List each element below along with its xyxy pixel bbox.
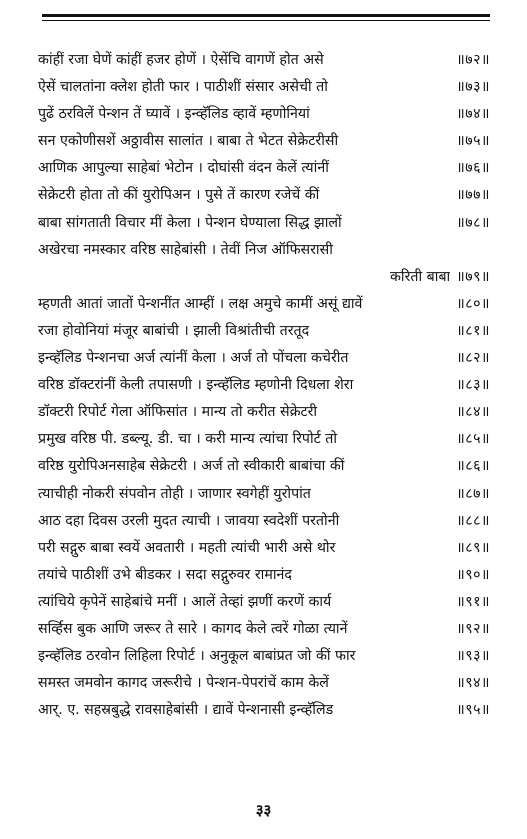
verse-text: आर्. ए. सहस्रबुद्धे रावसाहेबांसी । द्यावें पेन्शनासी इन्व्हॅलिड bbox=[38, 702, 334, 719]
verse-number: ॥९४॥ bbox=[456, 675, 490, 692]
verse-text: अखेरचा नमस्कार वरिष्ठ साहेबांसी । तेवीं निज ऑफिसरासी bbox=[38, 241, 333, 258]
verse-number: ॥८३॥ bbox=[456, 377, 490, 394]
verse-number: ॥७३॥ bbox=[456, 79, 490, 96]
verse-number: ॥९२॥ bbox=[456, 620, 490, 637]
verse-line bbox=[38, 210, 490, 237]
verse-number: ॥८०॥ bbox=[456, 295, 490, 312]
verse-line bbox=[38, 101, 490, 128]
verse-number: ॥९३॥ bbox=[456, 648, 490, 665]
verse-line bbox=[38, 697, 490, 724]
top-rule-thin bbox=[42, 20, 490, 21]
verse-line bbox=[38, 74, 490, 101]
verse-line bbox=[38, 399, 490, 426]
verse-text: कांहीं रजा घेणें कांहीं हजर होणें । ऐसेंचि वागणें होत असे bbox=[38, 52, 324, 68]
verse-text: प्रमुख वरिष्ठ पी. डब्ल्यू. डी. चा । करी मान्य त्यांचा रिपोर्ट तो bbox=[38, 431, 338, 448]
verse-text: करिती बाबा bbox=[390, 268, 451, 285]
verse-number: ॥७९॥ bbox=[456, 268, 490, 285]
verse-line bbox=[38, 47, 490, 74]
verse-number: ॥८४॥ bbox=[456, 404, 490, 421]
verse-line bbox=[38, 643, 490, 670]
verse-text: परी सद्गुरु बाबा स्वयें अवतारी । महती त्यांची भारी असे थोर bbox=[38, 539, 336, 556]
verse-line bbox=[38, 670, 490, 697]
verse-line bbox=[38, 453, 490, 480]
verse-text: सर्व्हिस बुक आणि जरूर ते सारे । कागद केले त्वरें गोळा त्यानें bbox=[38, 620, 348, 637]
verse-line bbox=[38, 372, 490, 399]
verse-line bbox=[38, 616, 490, 643]
verse-number: ॥७६॥ bbox=[456, 160, 490, 177]
verse-number: ॥९५॥ bbox=[456, 702, 490, 719]
verse-text: सन एकोणीसशें अठ्ठावीस सालांत । बाबा ते भेटत सेक्रेटरीसी bbox=[38, 133, 339, 150]
verse-number: ॥८७॥ bbox=[456, 485, 490, 502]
verse-number: ॥८८॥ bbox=[456, 512, 490, 529]
verse-line bbox=[38, 291, 490, 318]
verse-line bbox=[38, 345, 490, 372]
verse-text: पुढें ठरविलें पेन्शन तें घ्यावें । इन्व्हॅलिड व्हावें म्हणोनियां bbox=[38, 106, 310, 123]
verse-line bbox=[38, 264, 490, 291]
verse-text: सेक्रेटरी होता तो कीं युरोपिअन । पुसे तें कारण रजेचें कीं bbox=[38, 187, 320, 204]
page-number: ३३ bbox=[255, 801, 272, 819]
verse-text: म्हणती आतां जातों पेन्शनींत आम्हीं । लक्ष अमुचे कामीं असूं द्यावें bbox=[38, 295, 363, 312]
verse-text: समस्त जमवोन कागद जरूरीचे । पेन्शन-पेपरांचें काम केलें bbox=[38, 675, 329, 692]
verse-line bbox=[38, 535, 490, 562]
verse-text: तयांचे पाठीशीं उभे बीडकर । सदा सद्गुरुवर रामानंद bbox=[38, 566, 292, 583]
verse-text: डॉक्टरी रिपोर्ट गेला ऑफिसांत । मान्य तो करीत सेक्रेटरी bbox=[38, 404, 318, 421]
verse-text: ऐसें चालतांना क्लेश होती फार । पाठीशीं संसार असेची तो bbox=[38, 79, 328, 96]
verse-line bbox=[38, 237, 490, 264]
verse-text: इन्व्हॅलिड पेन्शनचा अर्ज त्यांनीं केला । अर्ज तो पोंचला कचेरीत bbox=[38, 350, 349, 367]
verse-number: ॥८५॥ bbox=[456, 431, 490, 448]
verse-text: वरिष्ठ डॉक्टरांनीं केली तपासणी । इन्व्हॅलिड म्हणोनी दिधला शेरा bbox=[38, 377, 354, 394]
verse-number: ॥८१॥ bbox=[456, 322, 490, 339]
verse-text: आणिक आपुल्या साहेबां भेटोन । दोघांसी वंदन केलें त्यांनीं bbox=[38, 160, 329, 177]
verse-text: रजा होवोनियां मंजूर बाबांची । झाली विश्रांतीची तरतूद bbox=[38, 322, 310, 339]
verse-number: ॥८६॥ bbox=[456, 458, 490, 475]
verse-number: ॥७२॥ bbox=[456, 52, 490, 68]
verse-number: ॥७७॥ bbox=[456, 187, 490, 204]
verse-line bbox=[38, 318, 490, 345]
verse-text: बाबा सांगताती विचार मीं केला । पेन्शन घेण्याला सिद्ध झालों bbox=[38, 214, 342, 231]
verse-number: ॥७४॥ bbox=[456, 106, 490, 123]
verse-number: ॥९१॥ bbox=[456, 593, 490, 610]
verse-number: ॥७८॥ bbox=[456, 214, 490, 231]
verse-block bbox=[38, 47, 490, 724]
verse-line bbox=[38, 155, 490, 182]
verse-text: वरिष्ठ युरोपिअनसाहेब सेक्रेटरी । अर्ज तो स्वीकारी बाबांचा कीं bbox=[38, 458, 345, 475]
verse-line bbox=[38, 589, 490, 616]
verse-line bbox=[38, 426, 490, 453]
verse-text: त्यांचिये कृपेनें साहेबांचे मनीं । आलें तेव्हां झणीं करणें कार्य bbox=[38, 593, 332, 610]
verse-line bbox=[38, 562, 490, 589]
verse-number: ॥९०॥ bbox=[456, 566, 490, 583]
verse-line bbox=[38, 182, 490, 209]
verse-number: ॥७५॥ bbox=[456, 133, 490, 150]
top-rule bbox=[42, 14, 490, 17]
verse-line bbox=[38, 128, 490, 155]
verse-number: ॥८९॥ bbox=[456, 539, 490, 556]
verse-line bbox=[38, 508, 490, 535]
verse-number: ॥८२॥ bbox=[456, 350, 490, 367]
verse-text: आठ दहा दिवस उरली मुदत त्याची । जावया स्वदेशीं परतोनी bbox=[38, 512, 340, 529]
verse-line bbox=[38, 481, 490, 508]
verse-text: त्याचीही नोकरी संपवोन तोही । जाणार स्वगेहीं युरोपांत bbox=[38, 485, 311, 502]
verse-text: इन्व्हॅलिड ठरवोन लिहिला रिपोर्ट । अनुकूल बाबांप्रत जो कीं फार bbox=[38, 648, 356, 665]
